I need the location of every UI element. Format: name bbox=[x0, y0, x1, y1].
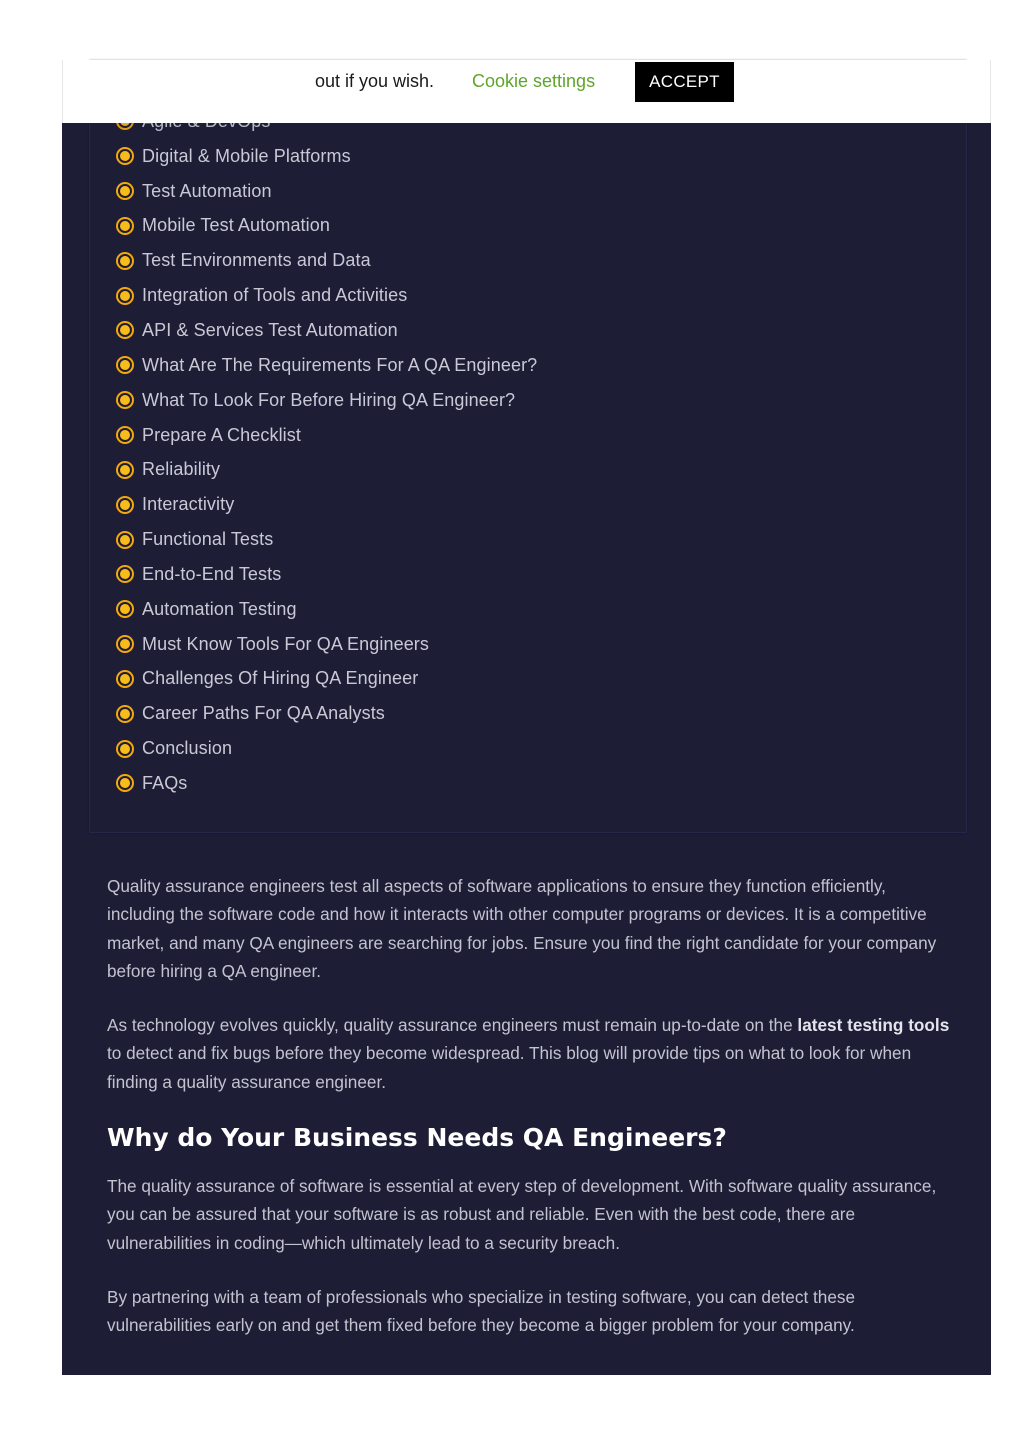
accept-button[interactable]: ACCEPT bbox=[635, 62, 734, 102]
toc-bullet-icon bbox=[116, 670, 134, 688]
toc-item[interactable] bbox=[116, 139, 537, 174]
toc-item[interactable] bbox=[116, 383, 537, 418]
toc-item-label[interactable]: Test Environments and Data bbox=[142, 250, 371, 271]
toc-item-label[interactable]: Must Know Tools For QA Engineers bbox=[142, 633, 429, 654]
paragraph: Quality assurance engineers test all aspects of software applications to ensure they function efficiently, including the software code and how it interacts with other computer programs or devices. It is a competitive market, and many QA engineers are searching for jobs. Ensure you find the right candidate for your company before hiring a QA engineer. bbox=[107, 876, 937, 981]
paragraph: By partnering with a team of professionals who specialize in testing software, you can detect these vulnerabilities early on and get them fixed before they become a bigger problem for your company. bbox=[107, 1286, 856, 1336]
toc-item[interactable] bbox=[116, 662, 537, 697]
toc-item-label[interactable]: Challenges Of Hiring QA Engineer bbox=[142, 668, 419, 689]
article-body bbox=[107, 872, 952, 1366]
toc-item-label[interactable]: Automation Testing bbox=[142, 598, 297, 619]
toc-bullet-icon bbox=[116, 252, 134, 270]
toc-bullet-icon bbox=[116, 391, 134, 409]
toc-bullet-icon bbox=[116, 426, 134, 444]
cookie-consent-bar bbox=[62, 60, 991, 123]
toc-item[interactable] bbox=[116, 174, 537, 209]
toc-item[interactable] bbox=[116, 731, 537, 766]
toc-item-label[interactable]: Interactivity bbox=[142, 494, 235, 515]
toc-item-label[interactable]: What Are The Requirements For A QA Engineer? bbox=[142, 354, 538, 375]
toc-item[interactable] bbox=[116, 243, 537, 278]
toc-bullet-icon bbox=[116, 356, 134, 374]
toc-item[interactable] bbox=[116, 313, 537, 348]
paragraph bbox=[107, 1011, 952, 1096]
toc-item-label[interactable]: Integration of Tools and Activities bbox=[142, 285, 408, 306]
toc-bullet-icon bbox=[116, 740, 134, 758]
toc-item[interactable] bbox=[116, 452, 537, 487]
toc-item-label[interactable]: FAQs bbox=[142, 772, 188, 793]
toc-item[interactable] bbox=[116, 696, 537, 731]
latest-testing-tools-link[interactable]: latest testing tools bbox=[797, 1015, 950, 1036]
toc-item[interactable] bbox=[116, 627, 537, 662]
toc-item[interactable] bbox=[116, 418, 537, 453]
cookie-settings-link[interactable]: Cookie settings bbox=[472, 71, 596, 91]
paragraph: The quality assurance of software is essential at every step of development. With software quality assurance, you can be assured that your software is as robust and reliable. Even with the best code, there are vulnerabilities in coding—which ultimately lead to a security breach. bbox=[107, 1176, 937, 1253]
toc-bullet-icon bbox=[116, 287, 134, 305]
cookie-text: out if you wish. bbox=[315, 71, 435, 91]
toc-item-label[interactable]: What To Look For Before Hiring QA Engineer? bbox=[142, 389, 516, 410]
toc-item[interactable] bbox=[116, 487, 537, 522]
toc-bullet-icon bbox=[116, 774, 134, 792]
toc-item-label[interactable]: Reliability bbox=[142, 459, 221, 480]
toc-bullet-icon bbox=[116, 705, 134, 723]
toc-item-label[interactable]: Test Automation bbox=[142, 180, 272, 201]
toc-bullet-icon bbox=[116, 147, 134, 165]
paragraph-text: to detect and fix bugs before they become widespread. This blog will provide tips on what to look for when finding a quality assurance engineer. bbox=[107, 1043, 912, 1092]
paragraph-text: As technology evolves quickly, quality assurance engineers must remain up-to-date on the bbox=[107, 1015, 798, 1036]
toc-list bbox=[116, 104, 537, 801]
toc-item-label[interactable]: Prepare A Checklist bbox=[142, 424, 301, 445]
toc-bullet-icon bbox=[116, 217, 134, 235]
toc-bullet-icon bbox=[116, 321, 134, 339]
toc-item[interactable] bbox=[116, 557, 537, 592]
toc-item-label[interactable]: End-to-End Tests bbox=[142, 563, 282, 584]
toc-item-label[interactable]: Functional Tests bbox=[142, 529, 274, 550]
toc-item[interactable] bbox=[116, 209, 537, 244]
toc-bullet-icon bbox=[116, 182, 134, 200]
toc-bullet-icon bbox=[116, 461, 134, 479]
toc-item[interactable] bbox=[116, 278, 537, 313]
toc-bullet-icon bbox=[116, 531, 134, 549]
toc-bullet-icon bbox=[116, 635, 134, 653]
toc-item[interactable] bbox=[116, 766, 537, 801]
toc-item-label[interactable]: Career Paths For QA Analysts bbox=[142, 703, 385, 724]
toc-item-label[interactable]: Digital & Mobile Platforms bbox=[142, 145, 351, 166]
toc-item-label[interactable]: Conclusion bbox=[142, 738, 233, 759]
section-heading: Why do Your Business Needs QA Engineers? bbox=[107, 1123, 727, 1153]
toc-item[interactable] bbox=[116, 592, 537, 627]
toc-item-label[interactable]: Mobile Test Automation bbox=[142, 215, 330, 236]
toc-item[interactable] bbox=[116, 348, 537, 383]
toc-bullet-icon bbox=[116, 496, 134, 514]
toc-item-label[interactable]: API & Services Test Automation bbox=[142, 319, 398, 340]
toc-bullet-icon bbox=[116, 565, 134, 583]
toc-bullet-icon bbox=[116, 600, 134, 618]
toc-item[interactable] bbox=[116, 522, 537, 557]
